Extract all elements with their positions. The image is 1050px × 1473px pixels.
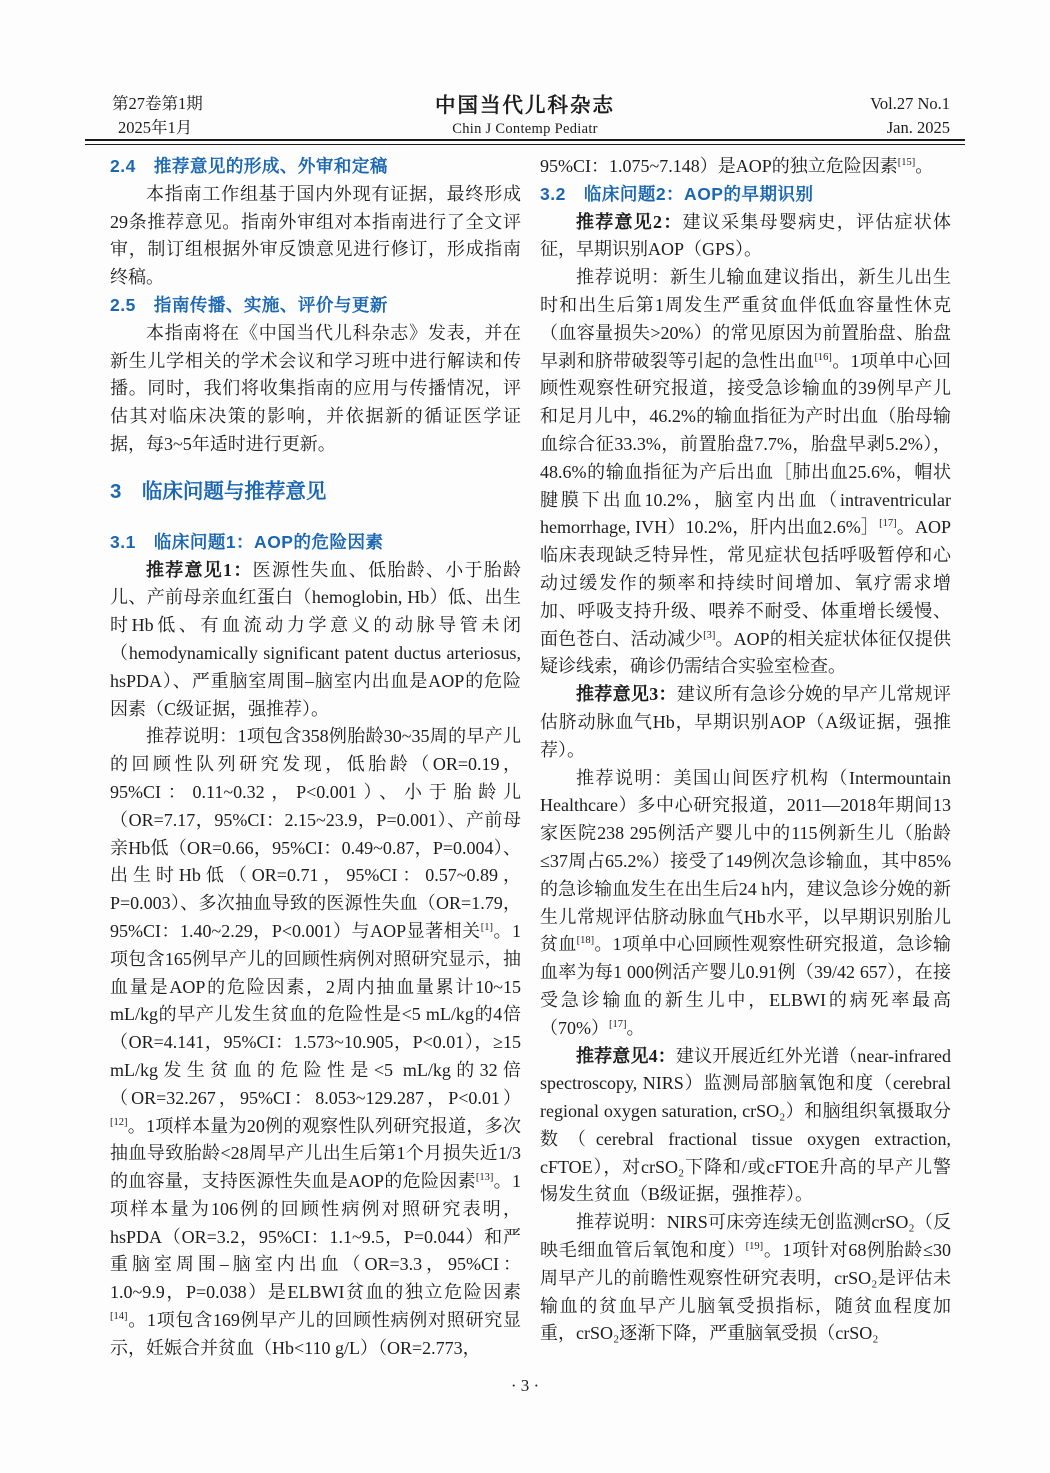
reference-citation: [19]	[745, 1241, 764, 1253]
reference-citation: [13]	[475, 1172, 494, 1184]
text-run: 本指南工作组基于国内外现有证据，最终形成29条推荐意见。指南外审组对本指南进行了全文评审，制订组根据外审反馈意见进行修订，形成指南终稿。	[110, 183, 521, 288]
volume-issue-en: Vol.27 No.1	[870, 94, 950, 113]
date-zh: 2025年1月	[118, 118, 193, 137]
paragraph	[110, 557, 521, 724]
text-run: 。1项包含169例早产儿的回顾性病例对照研究显示，妊娠合并贫血（Hb<110 g/L）（OR=2.773，	[110, 1310, 521, 1358]
text-run: 推荐说明：美国山间医疗机构（Intermountain Healthcare）多中心研究报道，2011—2018年期间13家医院238 295例活产婴儿中的115例新生儿（胎龄≤37周占65.2%）接受了149例次急诊输血，其中85%的急诊输血发生在出生后24 h内，建议急诊分娩的新生儿常规评估脐动脉血气Hb水平，以早期识别胎儿贫血	[540, 767, 951, 955]
reference-citation: [17]	[609, 1018, 627, 1030]
paragraph	[540, 1043, 951, 1210]
text-run: 建议开展近红外光谱（near-infrared spectroscopy, NIRS）监测局部脑氧饱和度（cerebral regional oxygen saturation, crSO₂）和脑组织氧摄取分数（cerebral fractional tissue oxygen extraction, cFTOE），对crSO₂下降和/或cFTOE升高的早产儿警惕发生贫血（B级证据，强推荐）。	[540, 1045, 952, 1205]
subsection-heading: 2.5 指南传播、实施、评价与更新	[110, 294, 388, 315]
recommendation-lead: 推荐意见4：	[576, 1045, 676, 1066]
paragraph	[540, 1209, 951, 1348]
text-run: 医源性失血、低胎龄、小于胎龄儿、产前母亲血红蛋白（hemoglobin, Hb）低、出生时Hb低、有血流动力学意义的动脉导管未闭（hemodynamically significant patent ductus arteriosus, hsPDA）、严重脑室周围–脑室内出血是AOP的危险因素（C级证据，强推荐）。	[110, 559, 522, 719]
reference-citation: [16]	[814, 351, 832, 363]
journal-title-zh: 中国当代儿科杂志	[435, 95, 615, 117]
right-column	[540, 153, 951, 1348]
text-run: 建议所有急诊分娩的早产儿常规评估脐动脉血气Hb，早期识别AOP（A级证据，强推荐）。	[540, 684, 952, 760]
subsection-heading: 3.2 临床问题2：AOP的早期识别	[540, 183, 814, 204]
page-footer	[0, 1376, 1050, 1396]
volume-issue-zh: 第27卷第1期	[112, 94, 203, 113]
reference-citation: [3]	[703, 629, 716, 641]
text-run: 。1项单中心回顾性观察性研究报道，接受急诊输血的39例早产儿和足月儿中，46.2%的输血指征为产时出血（胎母输血综合征33.3%，前置胎盘7.7%，胎盘早剥5.2%），48.6%的输血指征为产后出血［肺出血25.6%，帽状腱膜下出血10.2%，脑室内出血（intraventricular hemorrhage, IVH）10.2%，肝内出血2.6%］	[540, 350, 952, 538]
recommendation-lead: 推荐意见1：	[146, 559, 253, 580]
text-run: 推荐说明：新生儿输血建议指出，新生儿出生时和出生后第1周发生严重贫血伴低血容量性休克（血容量损失>20%）的常见原因为前置胎盘、胎盘早剥和脐带破裂等引起的急性出血	[540, 267, 951, 371]
date-en: Jan. 2025	[886, 118, 950, 137]
paragraph	[540, 681, 951, 764]
reference-citation: [1]	[480, 921, 493, 933]
reference-citation: [12]	[110, 1116, 128, 1128]
text-run: 。1项样本量为20例的观察性队列研究报道，多次抽血导致胎龄<28周早产儿出生后第1个月损失近1/3的血容量，支持医源性失血是AOP的危险因素	[110, 1115, 521, 1192]
text-run: 。AOP的相关症状体征仅提供疑诊线索，确诊仍需结合实验室检查。	[540, 628, 951, 677]
left-column	[110, 153, 521, 1363]
paragraph	[110, 181, 521, 292]
text-run: 。1项包含165例早产儿的回顾性病例对照研究显示，抽血量是AOP的危险因素，2周内抽血量累计10~15 mL/kg的早产儿发生贫血的危险性是<5 mL/kg的4倍（OR=4.141，95%CI：1.573~10.905，P<0.01），≥15 mL/kg发生贫血的危险性是<5 mL/kg的32倍（OR=32.267，95%CI：8.053~129.287，P<0.01）	[110, 920, 522, 1108]
paragraph	[540, 765, 951, 1043]
text-run: 。1项样本量为106例的回顾性病例对照研究表明，hsPDA（OR=3.2，95%CI：1.1~9.5，P=0.044）和严重脑室周围–脑室内出血（OR=3.3，95%CI：1.0~9.9，P=0.038）是ELBWI贫血的独立危险因素	[110, 1171, 521, 1303]
text-run: 推荐说明：1项包含358例胎龄30~35周的早产儿的回顾性队列研究发现，低胎龄（OR=0.19，95%CI：0.11~0.32，P<0.001）、小于胎龄儿（OR=7.17，95%CI：2.15~23.9，P=0.001）、产前母亲Hb低（OR=0.66，95%CI：0.49~0.87，P=0.004）、出生时Hb低（OR=0.71，95%CI：0.57~0.89，P=0.003）、多次抽血导致的医源性失血（OR=1.79，95%CI：1.40~2.29，P<0.001）与AOP显著相关	[110, 726, 521, 941]
reference-citation: [14]	[110, 1311, 128, 1323]
text-run: 推荐说明：NIRS可床旁连续无创监测crSO₂（反映毛细血管后氧饱和度）	[540, 1212, 951, 1261]
header-double-rule	[85, 139, 965, 145]
recommendation-lead: 推荐意见3：	[576, 684, 677, 705]
recommendation-lead: 推荐意见2：	[576, 211, 683, 232]
reference-citation: [17]	[879, 518, 897, 530]
paragraph	[540, 264, 951, 681]
paragraph	[540, 153, 951, 181]
reference-citation: [15]	[897, 157, 916, 168]
text-run: 。	[626, 1017, 645, 1038]
subsection-heading: 3.1 临床问题1：AOP的危险因素	[110, 531, 384, 552]
section-heading: 3 临床问题与推荐意见	[110, 479, 327, 503]
paragraph	[540, 209, 951, 265]
reference-citation: [18]	[576, 935, 595, 947]
text-run: 。AOP临床表现缺乏特异性，常见症状包括呼吸暂停和心动过缓发作的频率和持续时间增加、氧疗需求增加、呼吸支持升级、喂养不耐受、体重增长缓慢、面色苍白、活动减少	[540, 517, 951, 649]
header-issue-info-en	[870, 92, 950, 140]
text-run: 。	[915, 156, 934, 176]
text-run: 本指南将在《中国当代儿科杂志》发表，并在新生儿学相关的学术会议和学习班中进行解读和传播。同时，我们将收集指南的应用与传播情况，评估其对临床决策的影响，并依据新的循证医学证据，每3~5年适时进行更新。	[110, 322, 521, 454]
page-number: · 3 ·	[510, 1376, 540, 1395]
text-run: 。1项单中心回顾性观察性研究报道，急诊输血率为每1 000例活产婴儿0.91例（39/42 657），在接受急诊输血的新生儿中，ELBWI的病死率最高（70%）	[540, 934, 952, 1038]
text-run: 建议采集母婴病史，评估症状体征，早期识别AOP（GPS）。	[540, 211, 952, 260]
paragraph	[110, 723, 521, 1362]
text-run: 95%CI：1.075~7.148）是AOP的独立危险因素	[540, 156, 898, 176]
subsection-heading: 2.4 推荐意见的形成、外审和定稿	[110, 156, 388, 176]
journal-title-en: Chin J Contemp Pediatr	[452, 121, 598, 137]
text-run: 。1项针对68例胎龄≤30周早产儿的前瞻性观察性研究表明，crSO₂是评估未输血的贫血早产儿脑氧受损指标，随贫血程度加重，crSO₂逐渐下降，严重脑氧受损（crSO₂	[540, 1240, 951, 1344]
paragraph	[110, 320, 521, 459]
